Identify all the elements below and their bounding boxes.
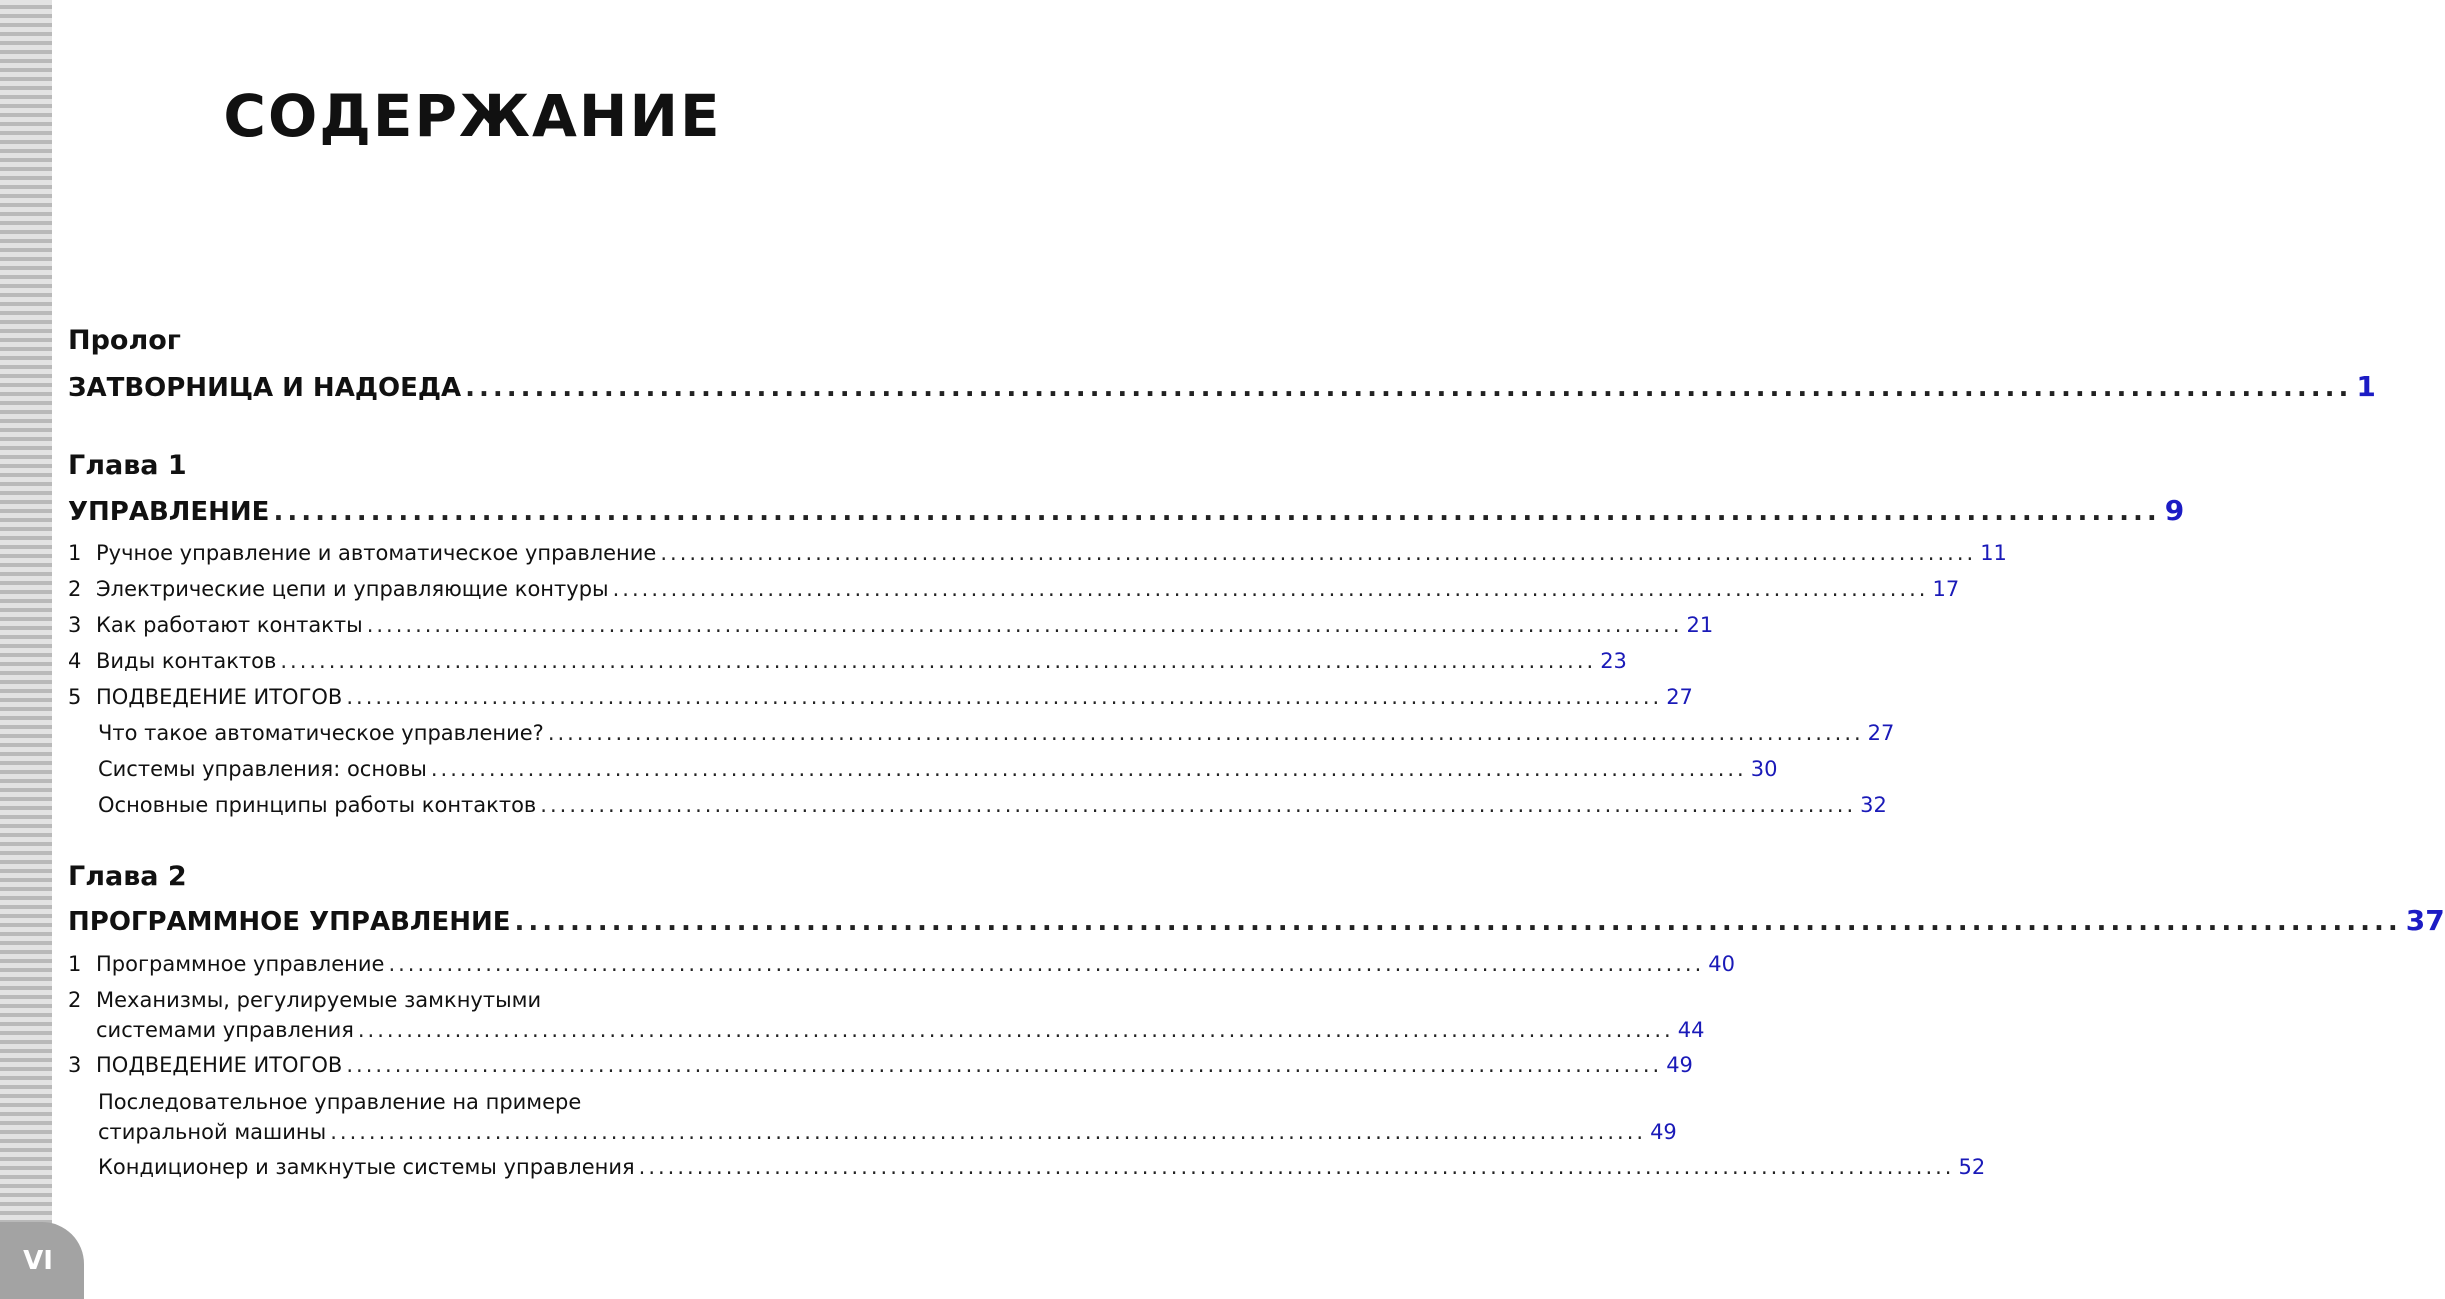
toc-subentry[interactable]	[68, 1155, 1986, 1179]
leader-dots: ........................................................................................................................................	[465, 373, 2353, 403]
entry-title: Программное управление	[96, 952, 385, 976]
leader-dots: ........................................................................................................................................	[280, 649, 1597, 673]
entry-page: 49	[1650, 1120, 1677, 1144]
toc-entry-chapter2[interactable]	[68, 904, 2445, 937]
leader-dots: ........................................................................................................................................	[547, 721, 1864, 745]
toc-entry[interactable]	[68, 988, 1705, 1042]
leader-dots: ........................................................................................................................................	[330, 1120, 1647, 1144]
entry-page: 27	[1666, 685, 1693, 709]
entry-page: 30	[1750, 757, 1778, 781]
entry-title: Электрические цепи и управляющие контуры	[96, 577, 609, 601]
toc-entry[interactable]	[68, 952, 1736, 976]
entry-page: 44	[1677, 1018, 1705, 1042]
leader-dots: ........................................................................................................................................	[638, 1155, 1955, 1179]
entry-title-line1: Механизмы, регулируемые замкнутыми	[96, 988, 542, 1012]
toc-entry[interactable]	[68, 577, 1960, 601]
entry-title: Кондиционер и замкнутые системы управления	[98, 1155, 635, 1179]
entry-page: 32	[1860, 793, 1887, 817]
leader-dots: ........................................................................................................................................	[540, 793, 1857, 817]
entry-page: 17	[1932, 577, 1960, 601]
entry-title-line2: стиральной машины	[98, 1120, 327, 1144]
entry-title-line1: Последовательное управление на примере	[98, 1090, 582, 1114]
entry-page: 11	[1980, 541, 2007, 565]
leader-dots: ........................................................................................................................................	[660, 541, 1977, 565]
section-number: 1	[68, 952, 82, 976]
side-stripe	[0, 0, 52, 1299]
page-number: VI	[23, 1246, 53, 1276]
entry-page: 52	[1958, 1155, 1986, 1179]
chapter2-label: Глава 2	[68, 861, 187, 892]
section-number: 4	[68, 649, 82, 673]
prolog-label: Пролог	[68, 325, 181, 356]
toc-subentry[interactable]	[68, 793, 1887, 817]
leader-dots: ........................................................................................................................................	[346, 685, 1663, 709]
toc-entry-chapter1[interactable]	[68, 494, 2185, 527]
entry-page: 37	[2405, 904, 2445, 937]
leader-dots: ........................................................................................................................................	[514, 907, 2402, 937]
toc-subentry[interactable]	[68, 721, 1895, 745]
entry-page: 23	[1600, 649, 1627, 673]
entry-title: Основные принципы работы контактов	[98, 793, 537, 817]
toc-entry[interactable]	[68, 541, 2007, 565]
section-number: 1	[68, 541, 82, 565]
page-title: СОДЕРЖАНИЕ	[223, 82, 722, 150]
entry-title: Что такое автоматическое управление?	[98, 721, 544, 745]
section-number: 5	[68, 685, 82, 709]
section-number: 2	[68, 577, 82, 601]
entry-title-line2: системами управления	[96, 1018, 354, 1042]
entry-page: 27	[1867, 721, 1895, 745]
entry-title: УПРАВЛЕНИЕ	[68, 497, 270, 527]
entry-title: ПРОГРАММНОЕ УПРАВЛЕНИЕ	[68, 907, 511, 937]
leader-dots: ........................................................................................................................................	[366, 613, 1683, 637]
chapter1-label: Глава 1	[68, 450, 187, 481]
entry-title: ЗАТВОРНИЦА И НАДОЕДА	[68, 373, 462, 403]
section-number: 3	[68, 613, 82, 637]
entry-page: 1	[2356, 370, 2376, 403]
entry-title: Как работают контакты	[96, 613, 363, 637]
entry-page: 40	[1708, 952, 1736, 976]
toc-entry[interactable]	[68, 649, 1627, 673]
entry-page: 21	[1686, 613, 1714, 637]
leader-dots: ........................................................................................................................................	[430, 757, 1747, 781]
entry-title: Виды контактов	[96, 649, 277, 673]
toc-entry[interactable]	[68, 613, 1714, 637]
entry-title: Системы управления: основы	[98, 757, 427, 781]
toc-entry-prolog[interactable]	[68, 370, 2376, 403]
entry-page: 9	[2164, 494, 2185, 527]
leader-dots: ........................................................................................................................................	[388, 952, 1705, 976]
section-number: 2	[68, 988, 82, 1012]
entry-page: 49	[1666, 1053, 1693, 1077]
toc-subentry[interactable]	[68, 1090, 1677, 1144]
section-number: 3	[68, 1053, 82, 1077]
toc-subentry[interactable]	[68, 757, 1778, 781]
leader-dots: ........................................................................................................................................	[273, 497, 2161, 527]
leader-dots: ........................................................................................................................................	[612, 577, 1929, 601]
entry-title: ПОДВЕДЕНИЕ ИТОГОВ	[96, 685, 343, 709]
toc-entry[interactable]	[68, 1053, 1693, 1077]
leader-dots: ........................................................................................................................................	[357, 1018, 1674, 1042]
entry-title: Ручное управление и автоматическое управление	[96, 541, 657, 565]
toc-entry[interactable]	[68, 685, 1693, 709]
entry-title: ПОДВЕДЕНИЕ ИТОГОВ	[96, 1053, 343, 1077]
leader-dots: ........................................................................................................................................	[346, 1053, 1663, 1077]
